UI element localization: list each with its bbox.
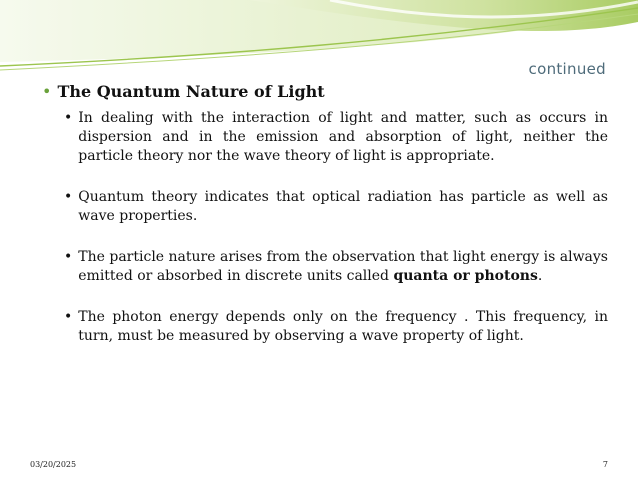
page-number: 7 bbox=[602, 460, 608, 469]
bullet-text bbox=[78, 248, 608, 286]
bullet-icon: • bbox=[42, 82, 52, 101]
bullet-text: The photon energy depends only on the frequency . This frequency, in turn, must be measured by observing a wave property of light. bbox=[78, 309, 608, 344]
bullet-text-part: The particle nature arises from the observation that light energy is always emitted or absorbed in discrete units called bbox=[78, 249, 608, 284]
bullet-item bbox=[64, 109, 608, 166]
bullet-icon: • bbox=[64, 309, 73, 325]
slide-content bbox=[42, 82, 608, 368]
continued-label: continued bbox=[528, 60, 606, 78]
bullet-icon: • bbox=[64, 249, 73, 265]
bullet-icon: • bbox=[64, 189, 73, 205]
footer-date: 03/20/2025 bbox=[30, 460, 77, 469]
slide-heading-text: The Quantum Nature of Light bbox=[57, 82, 325, 101]
bullet-text-part: . bbox=[537, 268, 543, 284]
bullet-text: Quantum theory indicates that optical radiation has particle as well as wave properties. bbox=[78, 189, 608, 224]
bold-term: quanta or photons bbox=[393, 268, 538, 284]
bullet-text: In dealing with the interaction of light and matter, such as occurs in dispersion and in the emission and absorption of light, neither the particle theory nor the wave theory of light is appropriate. bbox=[78, 110, 608, 164]
bullet-item bbox=[64, 308, 608, 346]
bullet-item bbox=[64, 188, 608, 226]
slide-heading bbox=[42, 82, 608, 101]
bullet-item bbox=[64, 248, 608, 286]
bullet-icon: • bbox=[64, 110, 73, 126]
